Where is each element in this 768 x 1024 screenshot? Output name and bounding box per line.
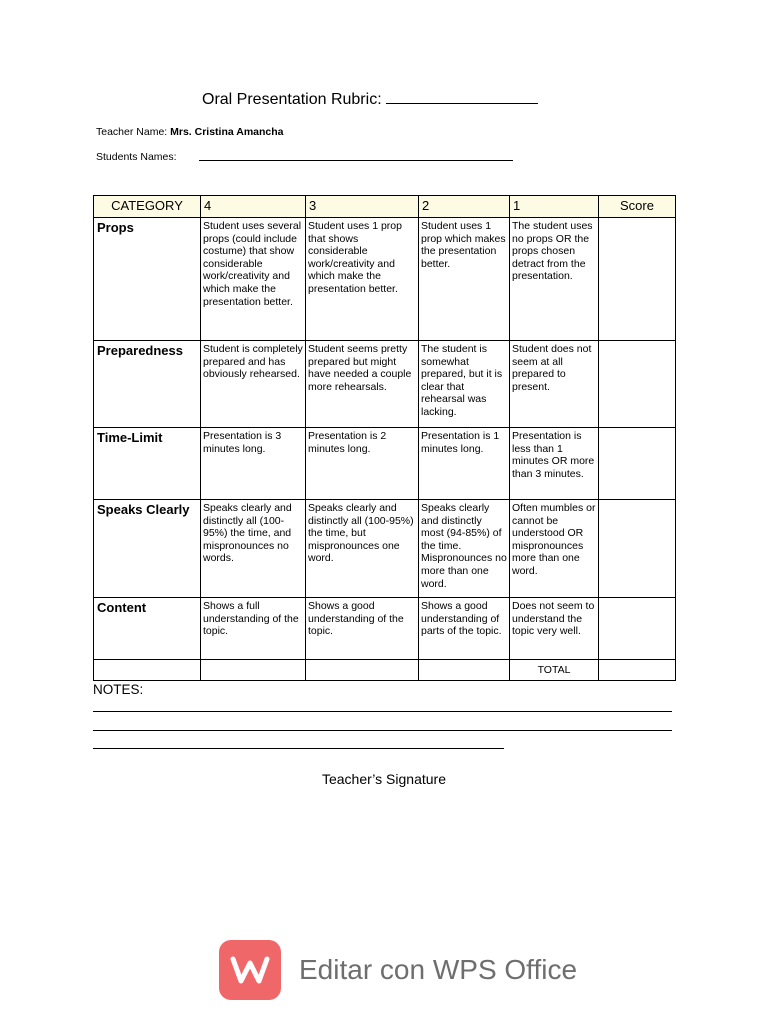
cell-level-2: Presentation is 1 minutes long. [419,428,510,500]
teacher-signature [0,771,768,787]
cell-level-3: Presentation is 2 minutes long. [306,428,419,500]
header-level-1: 1 [510,196,599,218]
title-blank-line [386,89,538,104]
students-names-row [96,151,177,163]
notes-label: NOTES: [93,682,144,697]
empty-cell [419,660,510,681]
row-category: Props [94,218,201,341]
notes-line[interactable] [93,730,672,731]
students-names-label: Students Names: [96,151,177,163]
header-level-3: 3 [306,196,419,218]
row-category: Content [94,598,201,660]
teacher-name-label: Teacher Name: [96,126,168,138]
cell-level-2: The student is somewhat prepared, but it is clear that rehearsal was lacking. [419,341,510,428]
cell-level-4: Student is completely prepared and has obviously rehearsed. [201,341,306,428]
table-row [94,598,676,660]
cell-score[interactable] [599,428,676,500]
cell-level-1: Does not seem to understand the topic very well. [510,598,599,660]
cell-level-1: The student uses no props OR the props chosen detract from the presentation. [510,218,599,341]
teacher-name-value: Mrs. Cristina Amancha [170,126,284,138]
total-row [94,660,676,681]
row-category: Speaks Clearly [94,500,201,598]
cell-score[interactable] [599,218,676,341]
empty-cell [201,660,306,681]
cell-level-4: Presentation is 3 minutes long. [201,428,306,500]
table-row [94,218,676,341]
wps-logo-icon[interactable] [219,940,281,1000]
header-level-4: 4 [201,196,306,218]
rubric-table [93,195,676,681]
page-title-text: Oral Presentation Rubric: [202,91,382,108]
cell-score[interactable] [599,341,676,428]
cell-level-4: Student uses several props (could include costume) that show considerable work/creativity and which make the presentation better. [201,218,306,341]
row-category: Time-Limit [94,428,201,500]
cell-level-1: Presentation is less than 1 minutes OR more than 3 minutes. [510,428,599,500]
cell-level-3: Student uses 1 prop that shows considerable work/creativity and which make the presentation better. [306,218,419,341]
cell-level-2: Shows a good understanding of parts of the topic. [419,598,510,660]
cell-level-3: Student seems pretty prepared but might have needed a couple more rehearsals. [306,341,419,428]
notes-line[interactable] [93,748,504,749]
cell-level-4: Speaks clearly and distinctly all (100-95%) the time, and mispronounces no words. [201,500,306,598]
total-label: TOTAL [510,660,599,681]
total-score-cell[interactable] [599,660,676,681]
header-level-2: 2 [419,196,510,218]
notes-line[interactable] [93,711,672,712]
teacher-signature-label: Teacher’s Signature [321,771,446,787]
header-score: Score [599,196,676,218]
cell-level-2: Speaks clearly and distinctly most (94-85%) of the time. Mispronounces no more than one word. [419,500,510,598]
cell-level-3: Shows a good understanding of the topic. [306,598,419,660]
table-row [94,428,676,500]
cell-level-1: Student does not seem at all prepared to present. [510,341,599,428]
empty-cell [306,660,419,681]
teacher-name-row [96,126,284,138]
cell-score[interactable] [599,500,676,598]
cell-level-1: Often mumbles or cannot be understood OR mispronounces more than one word. [510,500,599,598]
table-row [94,341,676,428]
cell-level-4: Shows a full understanding of the topic. [201,598,306,660]
wps-edit-label[interactable]: Editar con WPS Office [299,954,578,985]
cell-level-3: Speaks clearly and distinctly all (100-95%) the time, but mispronounces one word. [306,500,419,598]
row-category: Preparedness [94,341,201,428]
cell-level-2: Student uses 1 prop which makes the presentation better. [419,218,510,341]
wps-w-glyph [230,955,270,985]
header-category: CATEGORY [94,196,201,218]
page-title [202,89,538,109]
wps-banner[interactable] [219,940,577,1000]
cell-score[interactable] [599,598,676,660]
students-names-line [199,160,513,161]
rubric-header-row [94,196,676,218]
table-row [94,500,676,598]
empty-cell [94,660,201,681]
